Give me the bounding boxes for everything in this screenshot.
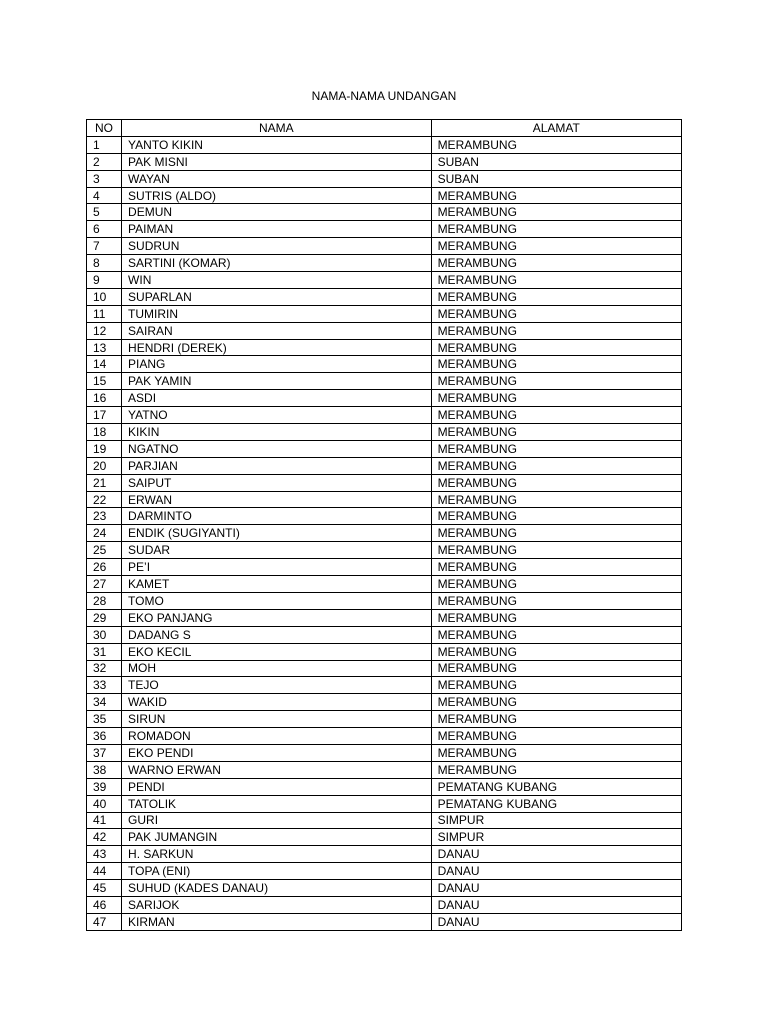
table-row (87, 255, 682, 272)
table-row (87, 559, 682, 576)
row-name-cell: DADANG S (122, 626, 432, 643)
row-address-cell: DANAU (431, 846, 681, 863)
row-address-cell: MERAMBUNG (431, 272, 681, 289)
table-row (87, 711, 682, 728)
table-header-row (87, 120, 682, 137)
table-row (87, 795, 682, 812)
row-number-cell: 29 (87, 609, 122, 626)
row-address-cell: DANAU (431, 913, 681, 930)
row-name-cell: TOMO (122, 592, 432, 609)
row-name-cell: TUMIRIN (122, 305, 432, 322)
row-address-cell: MERAMBUNG (431, 288, 681, 305)
row-name-cell: DARMINTO (122, 508, 432, 525)
row-name-cell: MOH (122, 660, 432, 677)
row-number-cell: 13 (87, 339, 122, 356)
row-number-cell: 40 (87, 795, 122, 812)
row-address-cell: MERAMBUNG (431, 322, 681, 339)
table-row (87, 187, 682, 204)
row-address-cell: DANAU (431, 880, 681, 897)
row-number-cell: 41 (87, 812, 122, 829)
row-name-cell: SUDAR (122, 542, 432, 559)
row-name-cell: YANTO KIKIN (122, 136, 432, 153)
row-number-cell: 36 (87, 728, 122, 745)
row-number-cell: 44 (87, 863, 122, 880)
row-name-cell: ROMADON (122, 728, 432, 745)
row-number-cell: 31 (87, 643, 122, 660)
row-address-cell: MERAMBUNG (431, 305, 681, 322)
row-address-cell: MERAMBUNG (431, 440, 681, 457)
table-row (87, 170, 682, 187)
row-number-cell: 24 (87, 525, 122, 542)
row-number-cell: 3 (87, 170, 122, 187)
row-number-cell: 23 (87, 508, 122, 525)
row-name-cell: PENDI (122, 778, 432, 795)
row-name-cell: SUHUD (KADES DANAU) (122, 880, 432, 897)
table-row (87, 913, 682, 930)
row-name-cell: SAIRAN (122, 322, 432, 339)
row-address-cell: PEMATANG KUBANG (431, 778, 681, 795)
row-name-cell: SARIJOK (122, 896, 432, 913)
row-address-cell: DANAU (431, 896, 681, 913)
row-name-cell: PAIMAN (122, 221, 432, 238)
row-number-cell: 30 (87, 626, 122, 643)
row-address-cell: MERAMBUNG (431, 373, 681, 390)
row-number-cell: 32 (87, 660, 122, 677)
table-row (87, 525, 682, 542)
row-address-cell: MERAMBUNG (431, 677, 681, 694)
row-number-cell: 45 (87, 880, 122, 897)
row-number-cell: 21 (87, 474, 122, 491)
row-name-cell: YATNO (122, 407, 432, 424)
table-row (87, 880, 682, 897)
row-number-cell: 35 (87, 711, 122, 728)
table-row (87, 542, 682, 559)
table-row (87, 322, 682, 339)
row-name-cell: KIRMAN (122, 913, 432, 930)
row-address-cell: MERAMBUNG (431, 592, 681, 609)
row-address-cell: MERAMBUNG (431, 356, 681, 373)
row-number-cell: 28 (87, 592, 122, 609)
row-address-cell: MERAMBUNG (431, 457, 681, 474)
table-row (87, 474, 682, 491)
row-number-cell: 1 (87, 136, 122, 153)
row-name-cell: SARTINI (KOMAR) (122, 255, 432, 272)
row-number-cell: 16 (87, 390, 122, 407)
table-row (87, 846, 682, 863)
row-address-cell: MERAMBUNG (431, 643, 681, 660)
row-number-cell: 37 (87, 744, 122, 761)
table-row (87, 136, 682, 153)
row-number-cell: 26 (87, 559, 122, 576)
row-address-cell: MERAMBUNG (431, 204, 681, 221)
row-name-cell: KAMET (122, 576, 432, 593)
row-number-cell: 2 (87, 153, 122, 170)
table-row (87, 424, 682, 441)
row-name-cell: TATOLIK (122, 795, 432, 812)
table-row (87, 744, 682, 761)
table-row (87, 305, 682, 322)
guest-list-table (86, 119, 682, 931)
table-row (87, 491, 682, 508)
row-number-cell: 9 (87, 272, 122, 289)
row-name-cell: PAK MISNI (122, 153, 432, 170)
table-row (87, 643, 682, 660)
table-row (87, 288, 682, 305)
table-row (87, 677, 682, 694)
table-row (87, 812, 682, 829)
row-number-cell: 19 (87, 440, 122, 457)
row-name-cell: EKO PANJANG (122, 609, 432, 626)
table-row (87, 508, 682, 525)
row-address-cell: SIMPUR (431, 812, 681, 829)
row-address-cell: MERAMBUNG (431, 559, 681, 576)
header-nama: NAMA (122, 120, 432, 137)
row-name-cell: SUTRIS (ALDO) (122, 187, 432, 204)
row-address-cell: MERAMBUNG (431, 407, 681, 424)
table-row (87, 390, 682, 407)
row-number-cell: 10 (87, 288, 122, 305)
table-row (87, 728, 682, 745)
row-address-cell: MERAMBUNG (431, 238, 681, 255)
row-address-cell: PEMATANG KUBANG (431, 795, 681, 812)
row-name-cell: SAIPUT (122, 474, 432, 491)
row-number-cell: 18 (87, 424, 122, 441)
row-number-cell: 43 (87, 846, 122, 863)
row-address-cell: DANAU (431, 863, 681, 880)
row-name-cell: KIKIN (122, 424, 432, 441)
row-number-cell: 7 (87, 238, 122, 255)
table-row (87, 457, 682, 474)
row-name-cell: ASDI (122, 390, 432, 407)
table-row (87, 204, 682, 221)
row-address-cell: MERAMBUNG (431, 424, 681, 441)
row-address-cell: MERAMBUNG (431, 491, 681, 508)
page-title: NAMA-NAMA UNDANGAN (311, 89, 457, 103)
row-name-cell: PARJIAN (122, 457, 432, 474)
table-row (87, 153, 682, 170)
row-name-cell: SUDRUN (122, 238, 432, 255)
row-address-cell: MERAMBUNG (431, 626, 681, 643)
row-address-cell: MERAMBUNG (431, 660, 681, 677)
row-name-cell: H. SARKUN (122, 846, 432, 863)
row-name-cell: PAK JUMANGIN (122, 829, 432, 846)
row-name-cell: EKO PENDI (122, 744, 432, 761)
row-number-cell: 17 (87, 407, 122, 424)
row-address-cell: MERAMBUNG (431, 525, 681, 542)
table-row (87, 694, 682, 711)
row-address-cell: SUBAN (431, 153, 681, 170)
table-row (87, 440, 682, 457)
table-row (87, 778, 682, 795)
row-address-cell: MERAMBUNG (431, 761, 681, 778)
table-row (87, 238, 682, 255)
table-row (87, 829, 682, 846)
row-name-cell: WIN (122, 272, 432, 289)
row-name-cell: ERWAN (122, 491, 432, 508)
header-alamat: ALAMAT (431, 120, 681, 137)
row-number-cell: 25 (87, 542, 122, 559)
row-number-cell: 15 (87, 373, 122, 390)
table-row (87, 863, 682, 880)
row-name-cell: SUPARLAN (122, 288, 432, 305)
row-number-cell: 22 (87, 491, 122, 508)
row-address-cell: MERAMBUNG (431, 711, 681, 728)
row-address-cell: MERAMBUNG (431, 542, 681, 559)
row-number-cell: 34 (87, 694, 122, 711)
row-address-cell: MERAMBUNG (431, 694, 681, 711)
row-name-cell: WAKID (122, 694, 432, 711)
row-address-cell: MERAMBUNG (431, 728, 681, 745)
table-row (87, 221, 682, 238)
row-number-cell: 46 (87, 896, 122, 913)
table-row (87, 356, 682, 373)
row-address-cell: SIMPUR (431, 829, 681, 846)
table-row (87, 592, 682, 609)
row-address-cell: MERAMBUNG (431, 508, 681, 525)
table-row (87, 761, 682, 778)
row-name-cell: TOPA (ENI) (122, 863, 432, 880)
table-row (87, 576, 682, 593)
table-body (87, 136, 682, 930)
table-row (87, 896, 682, 913)
row-number-cell: 14 (87, 356, 122, 373)
row-number-cell: 8 (87, 255, 122, 272)
table-row (87, 407, 682, 424)
row-address-cell: MERAMBUNG (431, 339, 681, 356)
row-number-cell: 11 (87, 305, 122, 322)
row-name-cell: EKO KECIL (122, 643, 432, 660)
table-row (87, 609, 682, 626)
row-address-cell: MERAMBUNG (431, 609, 681, 626)
row-address-cell: MERAMBUNG (431, 576, 681, 593)
row-name-cell: PE’I (122, 559, 432, 576)
row-address-cell: MERAMBUNG (431, 474, 681, 491)
row-number-cell: 27 (87, 576, 122, 593)
row-number-cell: 5 (87, 204, 122, 221)
row-number-cell: 42 (87, 829, 122, 846)
row-name-cell: WARNO ERWAN (122, 761, 432, 778)
row-address-cell: MERAMBUNG (431, 390, 681, 407)
table-row (87, 660, 682, 677)
row-name-cell: DEMUN (122, 204, 432, 221)
row-name-cell: ENDIK (SUGIYANTI) (122, 525, 432, 542)
row-address-cell: MERAMBUNG (431, 187, 681, 204)
row-address-cell: MERAMBUNG (431, 221, 681, 238)
row-address-cell: MERAMBUNG (431, 255, 681, 272)
row-name-cell: HENDRI (DEREK) (122, 339, 432, 356)
row-number-cell: 38 (87, 761, 122, 778)
row-number-cell: 6 (87, 221, 122, 238)
row-number-cell: 47 (87, 913, 122, 930)
row-name-cell: PAK YAMIN (122, 373, 432, 390)
row-name-cell: TEJO (122, 677, 432, 694)
row-name-cell: PIANG (122, 356, 432, 373)
row-address-cell: SUBAN (431, 170, 681, 187)
row-name-cell: SIRUN (122, 711, 432, 728)
table-row (87, 626, 682, 643)
row-name-cell: WAYAN (122, 170, 432, 187)
row-number-cell: 4 (87, 187, 122, 204)
row-name-cell: GURI (122, 812, 432, 829)
table-row (87, 373, 682, 390)
row-number-cell: 20 (87, 457, 122, 474)
row-number-cell: 12 (87, 322, 122, 339)
row-address-cell: MERAMBUNG (431, 136, 681, 153)
table-row (87, 272, 682, 289)
row-number-cell: 33 (87, 677, 122, 694)
header-no: NO (87, 120, 122, 137)
row-number-cell: 39 (87, 778, 122, 795)
row-name-cell: NGATNO (122, 440, 432, 457)
table-row (87, 339, 682, 356)
row-address-cell: MERAMBUNG (431, 744, 681, 761)
